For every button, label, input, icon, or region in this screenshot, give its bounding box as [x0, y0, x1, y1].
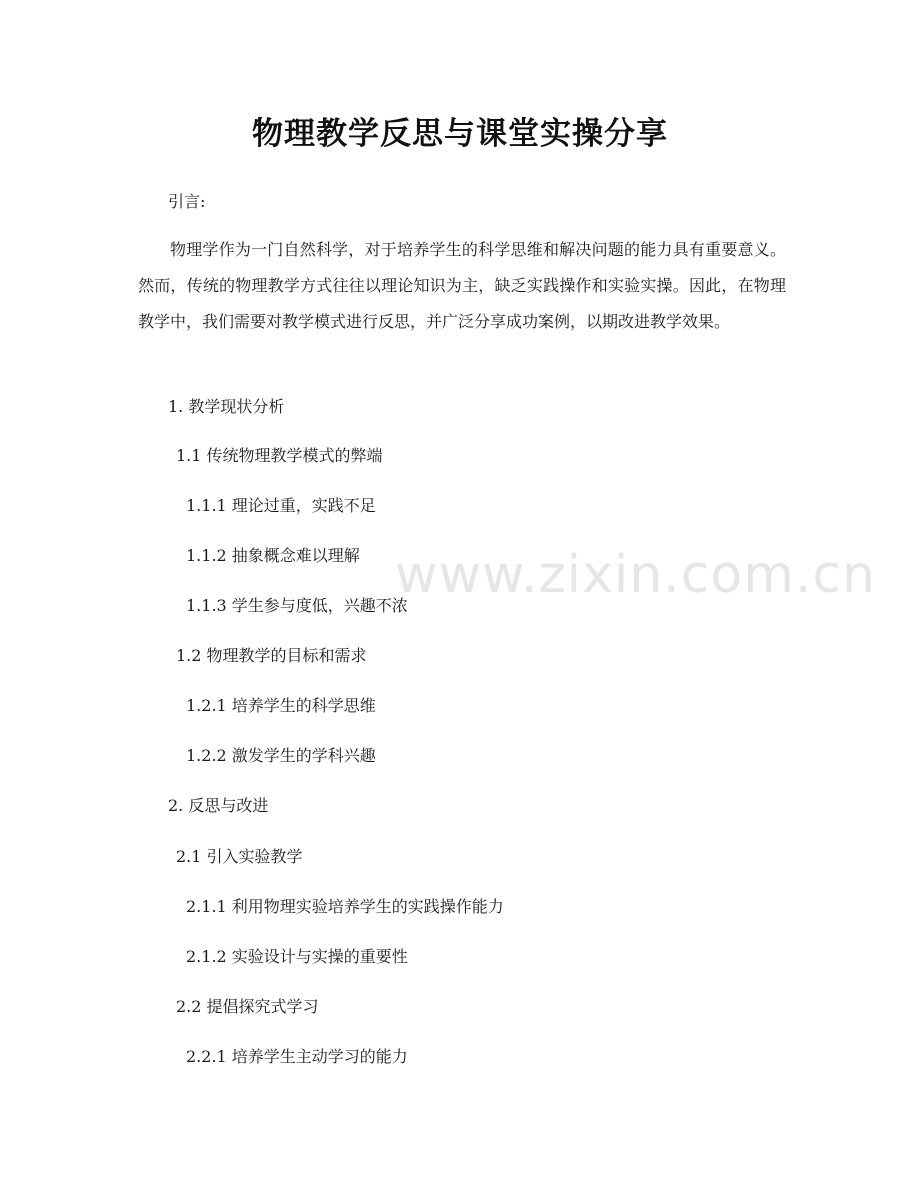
outline-item-1: 1. 教学现状分析	[168, 397, 285, 416]
outline-item-1-1-3: 1.1.3 学生参与度低，兴趣不浓	[186, 596, 408, 615]
outline-item-2-1-1: 2.1.1 利用物理实验培养学生的实践操作能力	[186, 897, 504, 916]
outline-item-1-1-1: 1.1.1 理论过重，实践不足	[186, 496, 376, 515]
intro-label: 引言:	[168, 192, 206, 211]
outline-item-2-1-2: 2.1.2 实验设计与实操的重要性	[186, 947, 408, 966]
document-title: 物理教学反思与课堂实操分享	[252, 116, 668, 152]
outline-item-2: 2. 反思与改进	[168, 796, 269, 815]
outline-item-1-2-2: 1.2.2 激发学生的学科兴趣	[186, 746, 376, 765]
outline-item-2-1: 2.1 引入实验教学	[176, 847, 303, 866]
outline-item-1-1: 1.1 传统物理教学模式的弊端	[176, 446, 383, 465]
outline-item-1-2-1: 1.2.1 培养学生的科学思维	[186, 696, 376, 715]
outline-item-1-2: 1.2 物理教学的目标和需求	[176, 646, 367, 665]
outline-item-2-2: 2.2 提倡探究式学习	[176, 997, 319, 1016]
outline-item-2-2-1: 2.2.1 培养学生主动学习的能力	[186, 1047, 408, 1066]
intro-paragraph: 物理学作为一门自然科学，对于培养学生的科学思维和解决问题的能力具有重要意义。然而，传统的物理教学方式往往以理论知识为主，缺乏实践操作和实验实操。因此，在物理教学中，我们需要对教学模式进行反思，并广泛分享成功案例，以期改进教学效果。	[138, 240, 786, 331]
outline-item-1-1-2: 1.1.2 抽象概念难以理解	[186, 546, 360, 565]
watermark: www.zixin.com.cn	[395, 545, 876, 605]
